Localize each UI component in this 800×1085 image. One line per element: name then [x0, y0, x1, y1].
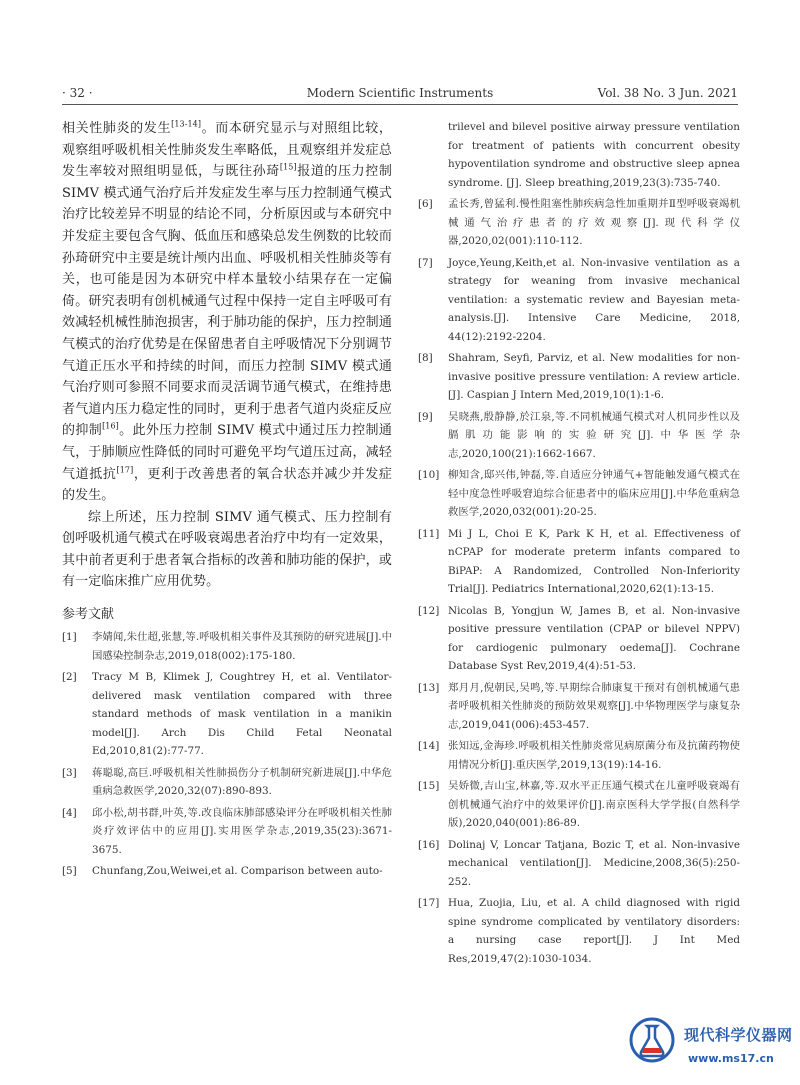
- reference-item: [418, 195, 740, 251]
- reference-text: 吴晓燕,殷静静,於江泉,等.不同机械通气模式对人机同步性以及膈肌功能影响的实验研究[J].中华医学杂志,2020,100(21):1662-1667.: [448, 410, 740, 460]
- citation: [17]: [116, 465, 134, 475]
- body-paragraph-2: 综上所述，压力控制 SIMV 通气模式、压力控制有创呼吸机通气模式在呼吸衰竭患者治疗中均有一定效果，其中前者更利于患者氧合指标的改善和肺功能的保护，或有一定临床推广应用优势。: [62, 509, 392, 590]
- reference-number: [17]: [418, 897, 440, 909]
- reference-number: [11]: [418, 527, 440, 540]
- reference-text: 邱小松,胡书群,叶英,等.改良临床肺部感染评分在呼吸机相关性肺炎疗效评估中的应用[J].实用医学杂志,2019,35(23):3671-3675.: [92, 806, 392, 856]
- reference-number: [5]: [62, 865, 77, 878]
- reference-item: [62, 764, 392, 801]
- reference-text: 吴娇微,吉山宝,林嘉,等.双水平正压通气模式在儿童呼吸衰竭有创机械通气治疗中的效果评价[J].南京医科大学学报(自然科学版),2020,040(001):86-89.: [448, 780, 740, 829]
- reference-number: [15]: [418, 780, 440, 792]
- reference-text: Joyce,Yeung,Keith,et al. Non-invasive ventilation as a strategy for weaning from invasive mechanical ventilation: a systematic review and Bayesian meta-analysis.[J]. Intensive Care Medicine, 2018, 44(12):2192-2204.: [448, 256, 740, 343]
- reference-number: [9]: [418, 410, 433, 423]
- body-paragraph-1: 相关性肺炎的发生[13-14]。而本研究显示与对照组比较，观察组呼吸机相关性肺炎发生率略低，且观察组并发症总发生率较对照组明显低，与既往孙琦[15]报道的压力控制 SIMV 模式通气治疗后并发症发生率与压力控制通气模式治疗比较差异不明显的结论不同，分析原因或与本研究中并发症主要包含气胸、低血压和感染总发生例数的比较而孙琦研究中主要是统计颅内出血、呼吸机相关性肺炎等有关，也可能是因为本研究中样本量较小结果存在一定偏倚。研究表明有创机械通气过程中保持一定自主呼吸可有效减轻机械性肺泡损害，利于肺功能的保护，压力控制通气模式的治疗优势是在保留患者自主呼吸情况下分别调节气道正压水平和持续的时间，而压力控制 SIMV 模式通气治疗则可参照不同要求而灵活调节通气模式，在维持患者气道内压力稳定性的同时，更利于患者气道内炎症反应的抑制[16]。此外压力控制 SIMV 模式中通过压力控制通气，于肺顺应性降低的同时可避免平均气道压过高，减轻气道抵抗[17]，更利于改善患者的氧合状态并减少并发症的发生。: [62, 119, 392, 504]
- page-number: · 32 ·: [62, 86, 93, 100]
- reference-text: Dolinaj V, Loncar Tatjana, Bozic T, et al. Non-invasive mechanical ventilation[J]. Medicine,2008,36(5):250-252.: [448, 838, 740, 888]
- reference-item: [418, 408, 740, 464]
- watermark-title: 现代科学仪器网: [684, 1026, 793, 1044]
- reference-list-right: [418, 195, 740, 968]
- watermark-url: www.ms17.cn: [688, 1052, 774, 1065]
- reference-text: 郑月月,倪朝民,吴鸣,等.早期综合肺康复干预对有创机械通气患者呼吸机相关性肺炎的预防效果观察[J].中华物理医学与康复杂志,2019,041(006):453-457.: [448, 681, 740, 731]
- reference-item: [418, 525, 740, 599]
- reference-number: [8]: [418, 352, 433, 364]
- reference-text: 李婧闻,朱仕超,张慧,等.呼吸机相关事件及其预防的研究进展[J].中国感染控制杂志,2019,018(002):175-180.: [92, 631, 392, 662]
- volume-info: Vol. 38 No. 3 Jun. 2021: [597, 86, 738, 100]
- header-rule: [62, 104, 738, 105]
- reference-item: [418, 777, 740, 833]
- flask-logo-icon: [628, 1016, 676, 1064]
- reference-text: Nicolas B, Yongjun W, James B, et al. Non-invasive positive pressure ventilation (CPAP or bilevel NPPV) for cardiogenic pulmonary oedema[J]. Cochrane Database Syst Rev,2019,4(4):51-53.: [448, 604, 740, 672]
- left-column: [62, 118, 392, 884]
- reference-item: [418, 894, 740, 968]
- reference-list-left: [62, 628, 392, 881]
- right-column: [418, 118, 740, 971]
- reference-number: [7]: [418, 256, 433, 269]
- reference-number: [2]: [62, 671, 77, 684]
- reference-item: [62, 862, 392, 881]
- reference-text: 张知远,金海珍.呼吸机相关性肺炎常见病原菌分布及抗菌药物使用情况分析[J].重庆医学,2019,13(19):14-16.: [448, 740, 740, 771]
- reference-item: [418, 836, 740, 892]
- reference-number: [1]: [62, 631, 77, 644]
- citation: [15]: [279, 162, 297, 172]
- journal-name: Modern Scientific Instruments: [306, 86, 494, 100]
- reference-text: Hua, Zuojia, Liu, et al. A child diagnosed with rigid spine syndrome complicated by ventilatory disorders: a nursing case report[J]. J Int Med Res,2019,47(2):1030-1034.: [448, 897, 740, 965]
- reference-item: [62, 668, 392, 761]
- reference-text: 蒋聪聪,高巨.呼吸机相关性肺损伤分子机制研究新进展[J].中华危重病急救医学,2020,32(07):890-893.: [92, 766, 392, 798]
- reference-number: [3]: [62, 766, 77, 779]
- reference-text: Chunfang,Zou,Weiwei,et al. Comparison between auto-: [92, 865, 383, 878]
- reference-item: [418, 254, 740, 347]
- reference-text: Mi J L, Choi E K, Park K H, et al. Effectiveness of nCPAP for moderate preterm infants compared to BiPAP: A Randomized, Controlled Non-Inferiority Trial[J]. Pediatrics International,2020,62(1):13-15.: [448, 527, 740, 595]
- reference-number: [12]: [418, 604, 440, 617]
- reference-number: [10]: [418, 469, 440, 481]
- reference-item: [418, 349, 740, 405]
- references-heading: 参考文献: [62, 607, 115, 623]
- citation: [16]: [102, 421, 119, 431]
- reference-item: [418, 466, 740, 522]
- reference-text: Shahram, Seyfi, Parviz, et al. New modalities for non-invasive positive pressure ventilation: A review article.[J]. Caspian J Intern Med,2019,10(1):1-6.: [448, 352, 740, 401]
- reference-number: [16]: [418, 838, 440, 851]
- reference-text: Tracy M B, Klimek J, Coughtrey H, et al. Ventilator-delivered mask ventilation compared with three standard methods of mask ventilation in a manikin model[J]. Arch Dis Child Fetal Neonatal Ed,2010,81(2):77-77.: [92, 671, 392, 758]
- reference-5-continuation: trilevel and bilevel positive airway pressure ventilation for treatment of patients with concurrent obesity hypoventilation syndrome and obstructive sleep apnea syndrome. [J]. Sleep breathing,2019,23(3):735-740.: [448, 121, 740, 189]
- running-header: [62, 86, 738, 102]
- reference-item: [418, 737, 740, 774]
- reference-item: [62, 804, 392, 860]
- reference-item: [418, 602, 740, 676]
- reference-text: 柳知含,邸兴伟,钟磊,等.自适应分钟通气+智能触发通气模式在轻中度急性呼吸窘迫综合征患者中的临床应用[J].中华危重病急救医学,2020,032(001):20-25.: [448, 469, 740, 518]
- citation: [13-14]: [171, 119, 202, 129]
- reference-item: [418, 679, 740, 735]
- reference-number: [13]: [418, 681, 440, 694]
- site-watermark: [628, 1012, 798, 1082]
- reference-text: 孟长秀,曾猛利.慢性阻塞性肺疾病急性加重期并Ⅱ型呼吸衰竭机械通气治疗患者的疗效观察[J].现代科学仪器,2020,02(001):110-112.: [448, 198, 740, 247]
- reference-number: [14]: [418, 740, 440, 752]
- reference-number: [6]: [418, 198, 433, 210]
- reference-number: [4]: [62, 806, 77, 819]
- reference-item: [62, 628, 392, 665]
